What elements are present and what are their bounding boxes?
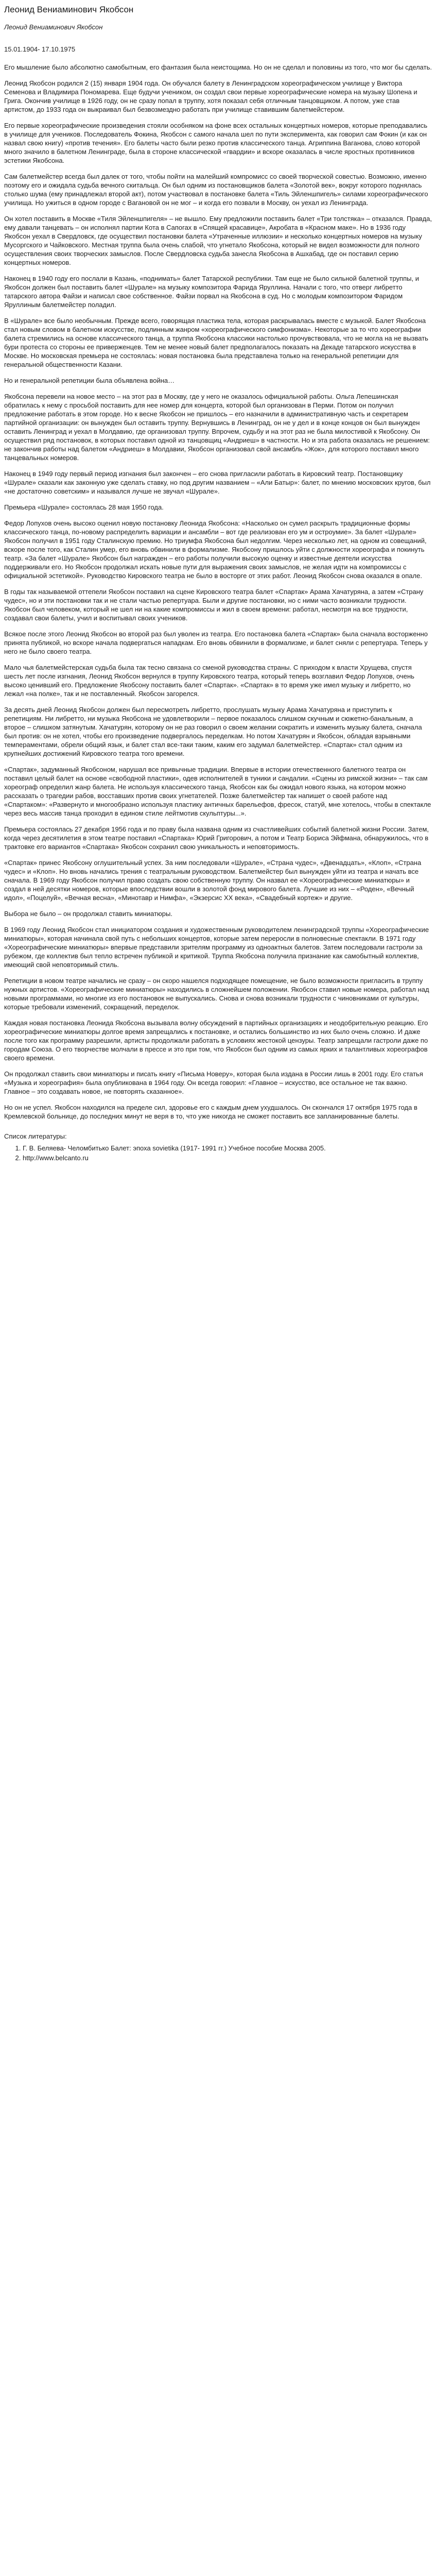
paragraph: В «Шурале» все было необычным. Прежде всего, говорящая пластика тела, которая раскрывалась вместе с музыкой. Балет Якобсона стал новым словом в балетном искусстве, подлинным жанром «хореографического симфонизма». Некоторые за то что хореографии балета стремились на основе классического танца, а труппа Якобсона классики настолько прочувствовала, что не могла на не вызвать бури протеста со стороны ее приверженцев. Тем не менее новый балет предполагалось показать на Декаде татарского искусства в Москве. Но московская премьера не состоялась: новая постановка была представлена только на генеральной репетиции для генеральной общественности Казани. — [4, 317, 428, 368]
page-title: Леонид Вениаминович Якобсон — [4, 5, 134, 14]
life-dates: 15.01.1904- 17.10.1975 — [4, 45, 76, 53]
paragraph: Сам балетмейстер всегда был далек от того, чтобы пойти на малейший компромисс со своей творческой совестью. Возможно, именно поэтому его и ожидала судьба вечного скитальца. Он был одним из постановщиков балета «Золотой век», вокруг которого поднялась столько шума (ему принадлежал второй акт), потом участвовал в постановке балета «Тиль Эйленшпигель» силами хореографического училища. Но ужиться в одном городе с Вагановой он не мог – и когда его позвали в Москву, он уехал из Ленинграда. — [4, 173, 428, 207]
paragraph: Федор Лопухов очень высоко оценил новую постановку Леонида Якобсона: «Насколько он сумел раскрыть традиционные формы классического танца, по-новому распределить вариации и ансамбли – вот где реализован его ум и остроумие». За балет «Шурале» Якобсон получил в 1951 году Сталинскую премию. Но триумфа Якобсона был недолгим. Через несколько лет, на одном из совещаний, вскоре после того, как Сталин умер, его вновь обвинили в формализме. Якобсону пришлось уйти с должности хореографа и покинуть театр. «За балет «Шурале» Якобсон был награжден – его работы получили высокую оценку и известные деятели искусства поддерживали его. Но Якобсон продолжал искать новые пути для выражения своих замыслов, не желая идти на компромиссы с официальной эстетикой». Руководство Кировского театра не было в восторге от этих работ. Леонид Якобсон снова оказался в опале. — [4, 519, 427, 580]
paragraph: Мало чья балетмейстерская судьба была так тесно связана со сменой руководства страны. С приходом к власти Хрущева, спустя шесть лет после изгнания, Леонид Якобсон вернулся в труппу Кировского театра, который теперь возглавил Федор Лопухов, очень высоко ценивший его. Предложение Якобсону поставить балет «Спартак». «Спартак» в то время уже имел музыку и либретто, но лежал «на полке», так и не поставленный. Якобсон загорелся. — [4, 664, 414, 698]
paragraph: «Спартак» принес Якобсону оглушительный успех. За ним последовали «Шурале», «Страна чудес», «Двенадцать», «Клоп», «Страна чудес» и «Клоп». Но вновь начались трения с театральным руководством. Балетмейстер был вынужден уйти из театра и начать все сначала. В 1969 году Якобсон получил право создать свою собственную труппу. Он назвал ее «Хореографические миниатюры» и создал в ней десятки номеров, которые впоследствии вошли в золотой фонд мирового балета. Лучшие из них – «Роден», «Вечный идол», «Поцелуй», «Вечная весна», «Минотавр и Нимфа», «Экзерсис ХХ века», «Свадебный кортеж» и другие. — [4, 859, 422, 902]
paragraph: В годы так называемой оттепели Якобсон поставил на сцене Кировского театра балет «Спартак» Арама Хачатуряна, а затем «Страну чудес», но и эти постановки так и не стали частью репертуара. Были и другие постановки, но с ними часто возникали трудности. Якобсон был человеком, который не шел ни на какие компромиссы и жил в своем времени: работал, несмотря на все трудности, создавал свои балеты, учил и воспитывал своих учеников. — [4, 588, 424, 622]
paragraph: Всякое после этого Леонид Якобсон во второй раз был уволен из театра. Его постановка балета «Спартак» была сначала восторженно принята публикой, но вскоре начала подвергаться нападкам. Его вновь обвинили в формализме, и балет сняли с репертуара. Теперь у него не было своего театра. — [4, 630, 428, 655]
paragraph: Но и генеральной репетиции была объявлена война… — [4, 377, 175, 384]
paragraph: Его первые хореографические произведения стояли особняком на фоне всех остальных концертных номеров, которые преподавались в училище для учеников. Последователь Фокина, Якобсон с самого начала шел по пути эксперимента, как говорил сам Фокин (и как он назвал свою книгу) «против течения». Его балеты часто были резко против классического танца. Агриппина Ваганова, слово которой много значило в балетном Ленинграде, была в стороне классической «гвардии» и вскоре оказалась в числе яростных противников эстетики Якобсона. — [4, 122, 428, 164]
paragraph: В 1969 году Леонид Якобсон стал инициатором создания и художественным руководителем ленинградской труппы «Хореографические миниатюры», которая начинала свой путь с небольших концертов, которые затем переросли в полновесные спектакли. В 1971 году «Хореографические миниатюры» впервые представили зрителям программу из одноактных балетов. Затем последовали гастроли за рубежом, где коллектив был тепло встречен публикой и критикой. Труппа Якобсона получила признание как самобытный коллектив, имеющий свой неповторимый стиль. — [4, 926, 429, 969]
paragraph: Он продолжал ставить свои миниатюры и писать книгу «Письма Новеру», которая была издана в России лишь в 2001 году. Его статья «Музыка и хореография» была опубликована в 1964 году. Он всегда говорил: «Главное – искусство, все остальное не так важно. Главное – это создавать новое, не повторять сказанное». — [4, 1070, 423, 1095]
references-list — [4, 1144, 432, 1162]
paragraph: Наконец в 1949 году первый период изгнания был закончен – его снова пригласили работать в Кировский театр. Постановщику «Шурале» сказали как законную уже сделать ставку, но под другим названием – «Али Батыр»: балет, по мнению московских кругов, был «не достаточно советским» и назывался лучше не звучал «Шурале». — [4, 470, 431, 495]
paragraph: Репетиции в новом театре начались не сразу – он скоро нашелся подходящее помещение, не было возможности пригласить в труппу нужных артистов. «Хореографические миниатюры» находились в сложнейшем положении. Якобсон ставил новые номера, работал над новыми программами, но многие из его постановок не выпускались. Снова и снова возникали трудности с чиновниками от культуры, которые требовали изменений, сокращений, переделок. — [4, 977, 429, 1011]
document-page — [0, 0, 436, 1174]
paragraph: Якобсона перевели на новое место – на этот раз в Москву, где у него не оказалось официальной работы. Ольга Лепешинская обратилась к нему с просьбой поставить для нее номер для концерта, которой был организован в Перми. Потом он получил предложение работать в этом городе. Но к весне Якобсон не пришлось – его назначили в административную часть и секретарем партийной организации: он вынужден был оставить труппу. Вернувшись в Ленинград, он не у дел и в конце концов он был вынужден оставить Ленинград и уехал в Молдавию, где организовал труппу. Впрочем, судьбу и на этот раз не была милостивой к Якобсону. Он осуществил ряд постановок, в которых поставил одной из танцовщиц «Андриеш» в частности. Но и эта работа оказалась не решением: не закончив работы над балетом «Андриеш» в Молдавии, Якобсон организовал свой ансамбль «Жок», для которого поставил много танцевальных номеров. — [4, 393, 430, 462]
paragraph: Он хотел поставить в Москве «Тиля Эйленшпигеля» – не вышло. Ему предложили поставить балет «Три толстяка» – отказался. Правда, ему давали танцевать – он исполнял партии Кота в Сапогах в «Спящей красавице», Акробата в «Красном маке». Но в 1936 году Якобсон уехал в Свердловск, где осуществил постановки балета «Утраченные иллюзии» и несколько концертных номеров на музыку Мусоргского и Чайковского. Местная труппа была очень слабой, что угнетало Якобсона, который не видел возможности для полного осуществления своих творческих замыслов. После Свердловска судьба занесла Якобсона в Ашхабад, где он поставил серию концертных номеров. — [4, 215, 432, 266]
paragraph: Его мышление было абсолютно самобытным, его фантазия была неистощима. Но он не сделал и половины из того, что мог бы сделать. — [4, 63, 432, 71]
paragraph: Наконец в 1940 году его послали в Казань, «поднимать» балет Татарской республики. Там еще не было сильной балетной труппы, и Якобсон должен был поставить балет «Шурале» на музыку композитора Фарида Яруллина. Начали с того, что отверг либретто татарского автора Файзи и написал свое собственное. Файзи порвал на Якобсона в суд. Но с молодым композитором Фаридом Яруллиным балетмейстер поладил. — [4, 275, 419, 309]
paragraph: Но он не успел. Якобсон находился на пределе сил, здоровье его с каждым днем ухудшалось. Он скончался 17 октября 1975 года в Кремлевской больнице, до последних минут не веря в то, что уже никогда не сможет поставить все запланированные балеты. — [4, 1104, 417, 1120]
reference-item: 1. Г. В. Беляева- Челомбитько Балет: эпоха sovietika (1917- 1991 гг.) Учебное пособие Москва 2005. — [23, 1144, 432, 1153]
article-body — [4, 63, 432, 1121]
author-subtitle: Леонид Вениаминович Якобсон — [4, 23, 103, 31]
paragraph: Каждая новая постановка Леонида Якобсона вызывала волну обсуждений в партийных организациях и неодобрительную реакцию. Его хореографические миниатюры долгое время запрещались к постановке, и остались большинство из них было очень сложно. И даже после того как программу разрешили, артисты продолжали работать в условиях жестокой цензуры. Театр запрещали гастроли даже по городам Союза. О его творчестве молчали в прессе и это при том, что Якобсон был одним из самых ярких и талантливых хореографов своего времени. — [4, 1019, 428, 1062]
paragraph: «Спартак», задуманный Якобсоном, нарушал все привычные традиции. Впервые в истории отечественного балетного театра он поставил целый балет на основе «свободной пластики», одев исполнителей в туники и сандалии. «Сцены из римской жизни» – так сам хореограф определил жанр балета. Не используя классического танца, Якобсон как бы ожидал нового языка, на котором можно рассказать о трагедии рабов, восставших против своих угнетателей. Позже балетмейстер так напишет о своей работе над «Спартаком»: «Развернуто и многообразно используя пластику античных барельефов, фресок, статуй, мне хотелось, чтобы в спектакле через весь массив танца проходил в едином стиле лейтмотив скульптуры...». — [4, 766, 431, 817]
paragraph: Леонид Якобсон родился 2 (15) января 1904 года. Он обучался балету в Ленинградском хореографическом училище у Виктора Семенова и Владимира Пономарева. Еще будучи учеником, он создал свои первые хореографические номера на музыку Шопена и Грига. Окончив училище в 1926 году, он не сразу попал в труппу, хотя показал себя отличным танцовщиком. А потом, уже став артистом, до 1933 года он выкраивал был безвозмездно работать при училище ставившим балетмейстером. — [4, 79, 417, 113]
paragraph: Выбора не было – он продолжал ставить миниатюры. — [4, 910, 172, 918]
paragraph: За десять дней Леонид Якобсон должен был пересмотреть либретто, прослушать музыку Арама Хачатуряна и приступить к репетициям. Ни либретто, ни музыка Якобсона не удовлетворили – первое показалось слишком скучным и сюжетно-банальным, а второе – слишком затянутым. Хачатурян, которому он не раз говорил о своем желании сократить и изменить музыку балета, сначала был против: он не хотел, чтобы его произведение подвергалось переделкам. Но потом Хачатурян и Якобсон, обладая взрывными темпераментами, обрели общий язык, и балет стал все-таки таким, каким его задумал балетмейстер. «Спартак» стал одним из крупнейших достижений Кировского театра того времени. — [4, 706, 422, 757]
paragraph: Премьера состоялась 27 декабря 1956 года и по праву была названа одним из счастливейших событий балетной жизни России. Затем, когда через десятилетия в этом театре поставил «Спартака» Юрий Григорович, а потом и Театр Бориса Эйфмана, обнаружилось, что в трактовке его вариантов «Спартака» Якобсон сохранил свою уникальность и неповторимость. — [4, 825, 429, 851]
reference-link[interactable]: 2. http://www.belcanto.ru — [23, 1154, 432, 1162]
references-title: Список литературы: — [4, 1132, 67, 1140]
paragraph: Премьера «Шурале» состоялась 28 мая 1950 года. — [4, 503, 164, 511]
